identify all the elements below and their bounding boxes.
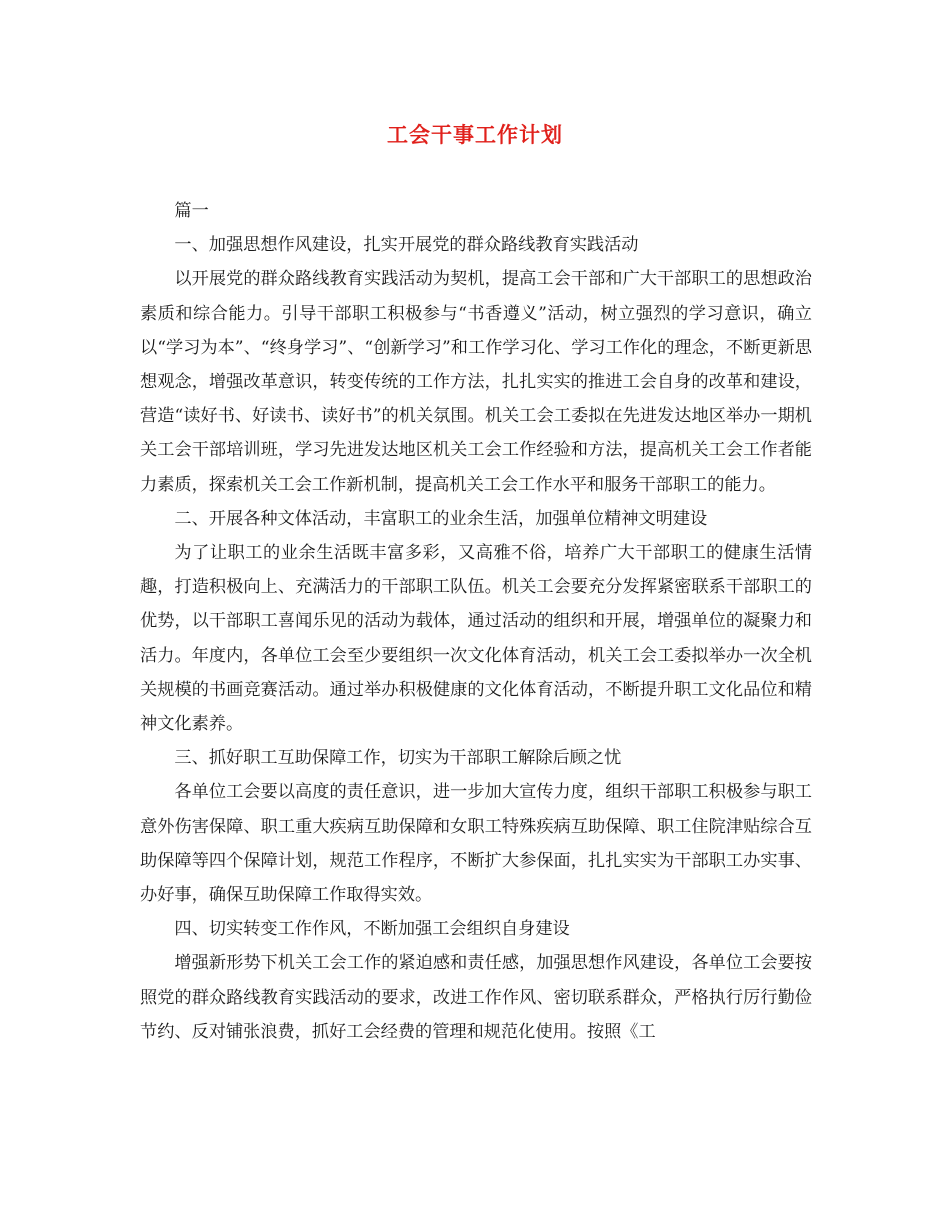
- paragraph-2: 为了让职工的业余生活既丰富多彩，又高雅不俗，培养广大干部职工的健康生活情趣，打造积极向上、充满活力的干部职工队伍。机关工会要充分发挥紧密联系干部职工的优势，以干部职工喜闻乐见的活动为载体，通过活动的组织和开展，增强单位的凝聚力和活力。年度内，各单位工会至少要组织一次文化体育活动，机关工会工委拟举办一次全机关规模的书画竞赛活动。通过举办积极健康的文化体育活动，不断提升职工文化品位和精神文化素养。: [140, 543, 812, 735]
- section-label: 篇一: [174, 201, 209, 221]
- paragraph-1: 以开展党的群众路线教育实践活动为契机，提高工会干部和广大干部职工的思想政治素质和综合能力。引导干部职工积极参与“书香遵义”活动，树立强烈的学习意识，确立以“学习为本”、“终身学习”、“创新学习”和工作学习化、学习工作化的理念，不断更新思想观念，增强改革意识，转变传统的工作方法，扎扎实实的推进工会自身的改革和建设，营造“读好书、好读书、读好书”的机关氛围。机关工会工委拟在先进发达地区举办一期机关工会干部培训班，学习先进发达地区机关工会工作经验和方法，提高机关工会工作者能力素质，探索机关工会工作新机制，提高机关工会工作水平和服务干部职工的能力。: [140, 269, 812, 495]
- section-heading-3: 三、抓好职工互助保障工作，切实为干部职工解除后顾之忧: [174, 748, 622, 769]
- section-heading-2: 二、开展各种文体活动，丰富职工的业余生活，加强单位精神文明建设: [174, 508, 708, 529]
- paragraph-4: 增强新形势下机关工会工作的紧迫感和责任感，加强思想作风建设，各单位工会要按照党的群众路线教育实践活动的要求，改进工作作风、密切联系群众，严格执行厉行勤俭节约、反对铺张浪费，抓好工会经费的管理和规范化使用。按照《工: [140, 953, 812, 1042]
- document-title: 工会干事工作计划: [387, 122, 563, 147]
- document-body: [140, 194, 812, 1049]
- section-heading-4: 四、切实转变工作作风，不断加强工会组织自身建设: [174, 919, 570, 940]
- paragraph-3: 各单位工会要以高度的责任意识，进一步加大宣传力度，组织干部职工积极参与职工意外伤害保障、职工重大疾病互助保障和女职工特殊疾病互助保障、职工住院津贴综合互助保障等四个保障计划，规范工作程序，不断扩大参保面，扎扎实实为干部职工办实事、办好事，确保互助保障工作取得实效。: [140, 782, 812, 906]
- section-heading-1: 一、加强思想作风建设，扎实开展党的群众路线教育实践活动: [174, 235, 639, 256]
